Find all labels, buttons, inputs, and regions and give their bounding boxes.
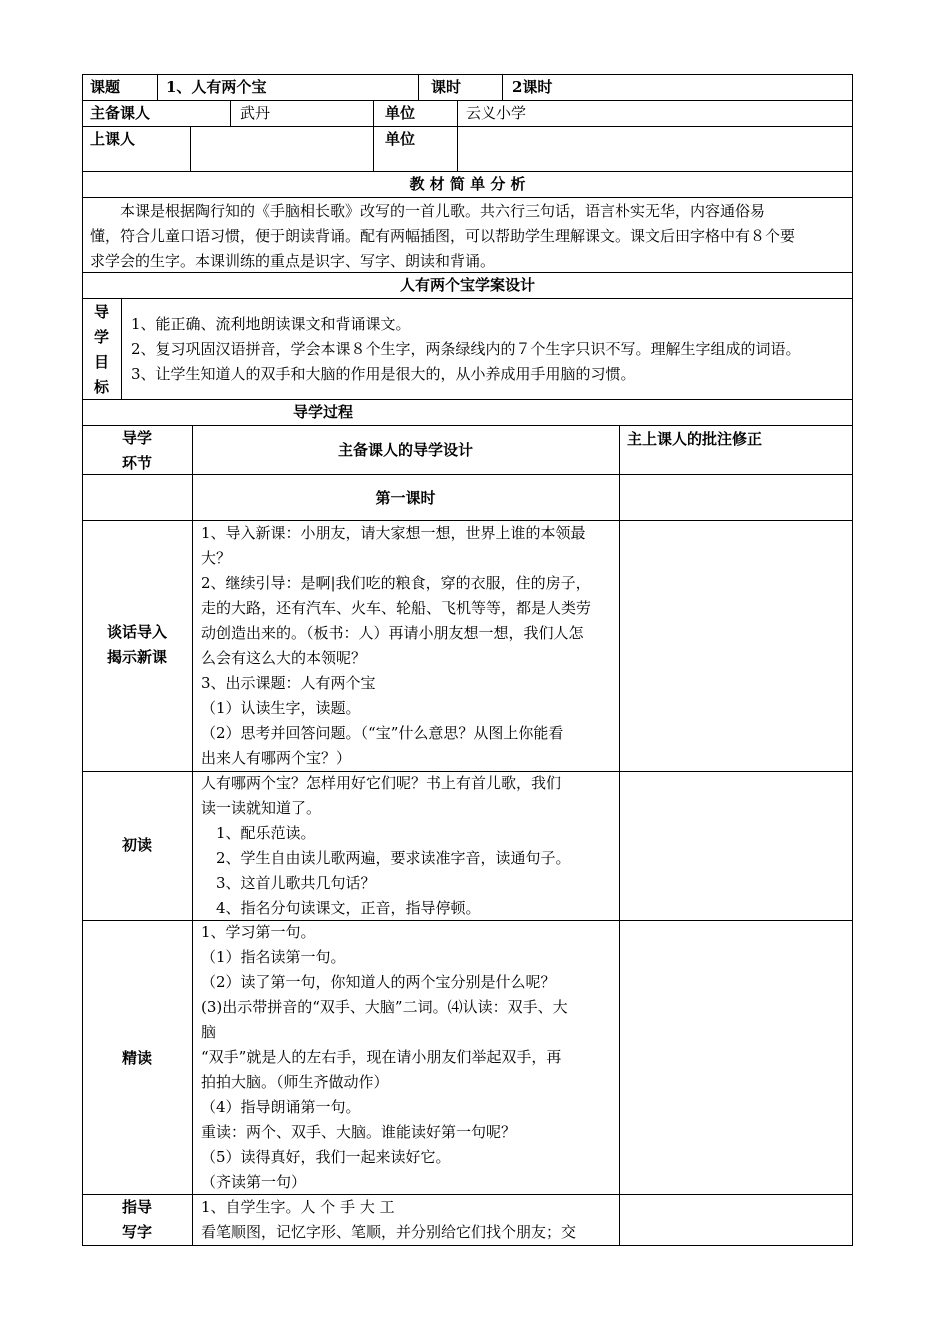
content-line: “双手”就是人的左右手，现在请小朋友们举起双手，再 — [201, 1048, 562, 1066]
row-teacher — [82, 126, 853, 172]
content-line: 读一读就知道了。 — [201, 799, 322, 817]
divider — [457, 126, 458, 172]
col-design-header: 主备课人的导学设计 — [337, 441, 473, 459]
unit-label-2: 单位 — [385, 130, 416, 148]
section-first-reading-label — [82, 833, 192, 858]
section-intro-label — [82, 620, 192, 670]
analysis-line: 懂，符合儿童口语习惯，便于朗读背诵。配有两幅插图，可以帮助学生理解课文。课文后田字格中有８个要 — [90, 227, 796, 245]
divider — [619, 520, 620, 772]
course-title: 1、人有两个宝 — [166, 78, 267, 96]
section-label-line: 初读 — [121, 836, 152, 854]
content-line: （1）认读生字，读题。 — [201, 699, 361, 717]
content-line: 走的大路，还有汽车、火车、轮船、飞机等等，都是人类劳 — [201, 599, 592, 617]
unit-label: 单位 — [385, 104, 416, 122]
section-intro-content — [201, 521, 591, 771]
divider — [502, 74, 503, 101]
content-line: 出来人有哪两个宝？） — [201, 749, 352, 767]
section-label-line: 精读 — [121, 1049, 152, 1067]
goal-item: 3、让学生知道人的双手和大脑的作用是很大的，从小养成用手用脑的习惯。 — [131, 365, 636, 383]
content-line: 人有哪两个宝？怎样用好它们呢？书上有首儿歌，我们 — [201, 774, 562, 792]
goals-label-char: 标 — [93, 378, 109, 396]
col-stage-header-line: 环节 — [121, 454, 152, 472]
section-label-line: 谈话导入 — [106, 623, 167, 641]
unit-value: 云义小学 — [466, 104, 527, 122]
goals-label — [82, 300, 121, 400]
content-line: （4）指导朗诵第一句。 — [201, 1098, 361, 1116]
divider — [192, 520, 193, 772]
divider — [192, 920, 193, 1195]
goals-label-char: 目 — [93, 353, 109, 371]
content-line: 2、学生自由读儿歌两遍，要求读准字音，读通句子。 — [201, 849, 571, 867]
section-close-reading-label — [82, 1046, 192, 1071]
period-value: 2课时 — [512, 78, 553, 96]
content-line: 1、学习第一句。 — [201, 923, 316, 941]
section-label-line: 揭示新课 — [106, 648, 167, 666]
content-line: 1、自学生字。人 个 手 大 工 — [201, 1198, 395, 1216]
content-line: 1、导入新课：小朋友，请大家想一想，世界上谁的本领最 — [201, 524, 586, 542]
content-line: 3、这首儿歌共几句话？ — [201, 874, 376, 892]
section-label-line: 写字 — [121, 1223, 152, 1241]
divider — [373, 126, 374, 172]
process-heading: 导学过程 — [293, 403, 354, 421]
col-stage-header — [82, 426, 192, 476]
content-line: 动创造出来的。（板书：人）再请小朋友想一想，我们人怎 — [201, 624, 584, 642]
section-label-line: 指导 — [121, 1198, 152, 1216]
content-line: 大？ — [201, 549, 232, 567]
period-label: 课时 — [431, 78, 462, 96]
divider — [192, 1194, 193, 1246]
divider — [373, 100, 374, 127]
content-line: （5）读得真好，我们一起来读好它。 — [201, 1148, 451, 1166]
process-heading-row — [82, 399, 853, 426]
divider — [157, 74, 158, 101]
analysis-line: 求学会的生字。本课训练的重点是识字、写字、朗读和背诵。 — [90, 252, 496, 270]
divider — [619, 425, 620, 475]
col-stage-header-line: 导学 — [121, 429, 152, 447]
divider — [192, 771, 193, 921]
goals-label-char: 导 — [93, 303, 109, 321]
analysis-heading: 教 材 简 单 分 析 — [409, 175, 526, 193]
goals-label-char: 学 — [93, 328, 109, 346]
goal-item: 1、能正确、流利地朗读课文和背诵课文。 — [131, 315, 411, 333]
divider — [121, 298, 122, 400]
content-line: (3)出示带拼音的“双手、大脑”二词。⑷认读：双手、大 — [201, 998, 568, 1016]
content-line: 看笔顺图，记忆字形、笔顺，并分别给它们找个朋友；交 — [201, 1223, 577, 1241]
divider — [619, 920, 620, 1195]
preparer-label: 主备课人 — [90, 104, 151, 122]
goals-list — [131, 312, 801, 387]
first-period-title: 第一课时 — [375, 489, 436, 507]
course-label: 课题 — [90, 78, 121, 96]
section-close-reading-content — [201, 920, 568, 1195]
section-writing-label — [82, 1195, 192, 1245]
section-first-reading-content — [201, 771, 571, 921]
divider — [190, 126, 191, 172]
divider — [619, 771, 620, 921]
content-line: 2、继续引导：是啊|我们吃的粮食，穿的衣服，住的房子， — [201, 574, 591, 592]
content-line: 么会有这么大的本领呢？ — [201, 649, 367, 667]
content-line: 拍拍大脑。（师生齐做动作） — [201, 1073, 389, 1091]
content-line: 重读：两个、双手、大脑。谁能读好第一句呢？ — [201, 1123, 517, 1141]
content-line: （2）思考并回答问题。（“宝”什么意思？从图上你能看 — [201, 724, 564, 742]
divider — [230, 100, 231, 127]
content-line: （1）指名读第一句。 — [201, 948, 346, 966]
analysis-line: 本课是根据陶行知的《手脑相长歌》改写的一首儿歌。共六行三句话，语言朴实无华，内容通俗易 — [90, 202, 766, 220]
section-writing-content — [201, 1195, 576, 1245]
divider — [619, 1194, 620, 1246]
divider — [457, 100, 458, 127]
content-line: 3、出示课题：人有两个宝 — [201, 674, 376, 692]
divider — [619, 474, 620, 521]
design-heading: 人有两个宝学案设计 — [399, 276, 535, 294]
content-line: 脑 — [201, 1023, 217, 1041]
analysis-text — [90, 199, 795, 274]
divider — [418, 74, 419, 101]
preparer-value: 武丹 — [240, 104, 271, 122]
content-line: 4、指名分句读课文，正音，指导停顿。 — [201, 899, 481, 917]
content-line: （2）读了第一句，你知道人的两个宝分别是什么呢？ — [201, 973, 556, 991]
content-line: （齐读第一句） — [201, 1173, 307, 1191]
content-line: 1、配乐范读。 — [201, 824, 316, 842]
goal-item: 2、复习巩固汉语拼音，学会本课８个生字，两条绿线内的７个生字只识不写。理解生字组成的词语。 — [131, 340, 801, 358]
col-notes-header: 主上课人的批注修正 — [627, 430, 763, 448]
teacher-label: 上课人 — [90, 130, 136, 148]
